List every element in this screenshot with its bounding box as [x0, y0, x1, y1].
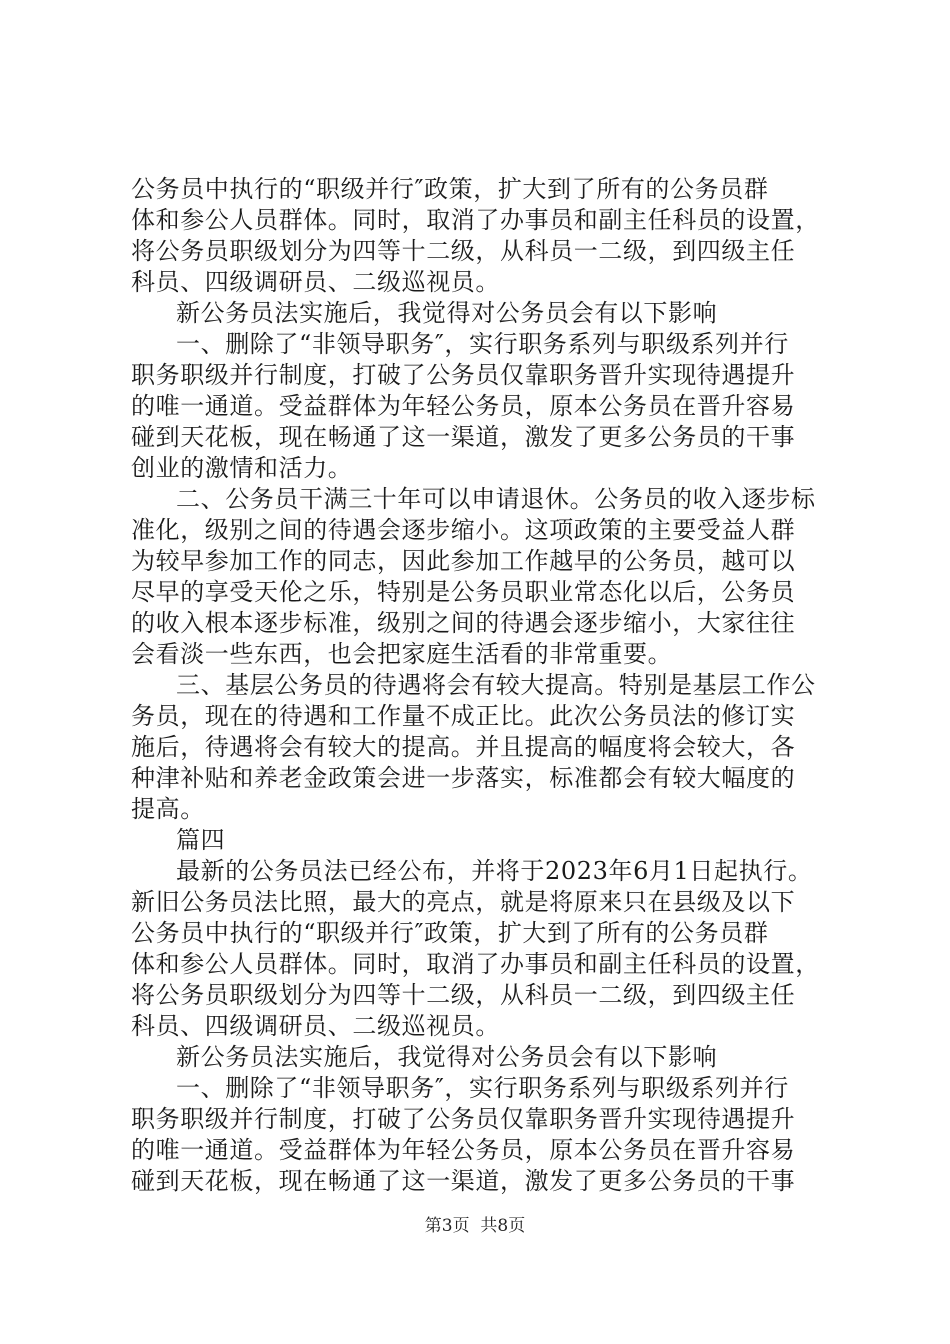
paragraph-start: 二、公务员干满三十年可以申请退休。公务员的收入逐步标: [176, 485, 816, 513]
text-line: 的收入根本逐步标准，级别之间的待遇会逐步缩小，大家往往: [131, 609, 796, 637]
text-line: 将公务员职级划分为四等十二级，从科员一二级，到四级主任: [131, 237, 796, 265]
page-number: 第3页 共8页: [424, 1216, 526, 1236]
text-line: 尽早的享受天伦之乐，特别是公务员职业常态化以后，公务员: [131, 578, 796, 606]
paragraph-heading: 新公务员法实施后，我觉得对公务员会有以下影响: [176, 299, 718, 327]
text-line: 务员，现在的待遇和工作量不成正比。此次公务员法的修订实: [131, 702, 796, 730]
text-line: 将公务员职级划分为四等十二级，从科员一二级，到四级主任: [131, 981, 796, 1009]
text-line: 创业的激情和活力。: [131, 454, 353, 482]
text-line: 的唯一通道。受益群体为年轻公务员，原本公务员在晋升容易: [131, 1136, 796, 1164]
text-line: 会看淡一些东西，也会把家庭生活看的非常重要。: [131, 640, 673, 668]
paragraph-start: 一、删除了“非领导职务″，实行职务系列与职级系列并行: [176, 330, 789, 358]
text-line: 种津补贴和养老金政策会进一步落实，标准都会有较大幅度的: [131, 764, 796, 792]
text-line: 职务职级并行制度，打破了公务员仅靠职务晋升实现待遇提升: [131, 1105, 796, 1133]
text-line: 提高。: [131, 795, 205, 823]
text-line: 准化，级别之间的待遇会逐步缩小。这项政策的主要受益人群: [131, 516, 796, 544]
text-line: 公务员中执行的“职级并行″政策，扩大到了所有的公务员群: [131, 919, 769, 947]
text-line: 新旧公务员法比照，最大的亮点，就是将原来只在县级及以下: [131, 888, 796, 916]
text-line: 体和参公人员群体。同时，取消了办事员和副主任科员的设置，: [131, 206, 820, 234]
paragraph-start: 最新的公务员法已经公布，并将于2023年6月1日起执行。: [176, 857, 813, 885]
text-line: 施后，待遇将会有较大的提高。并且提高的幅度将会较大，各: [131, 733, 796, 761]
section-heading: 篇四: [176, 826, 226, 854]
text-line: 的唯一通道。受益群体为年轻公务员，原本公务员在晋升容易: [131, 392, 796, 420]
page-footer: [0, 1215, 950, 1237]
text-line: 职务职级并行制度，打破了公务员仅靠职务晋升实现待遇提升: [131, 361, 796, 389]
text-line: 公务员中执行的“职级并行″政策，扩大到了所有的公务员群: [131, 175, 769, 203]
paragraph-heading: 新公务员法实施后，我觉得对公务员会有以下影响: [176, 1043, 718, 1071]
text-line: 碰到天花板，现在畅通了这一渠道，激发了更多公务员的干事: [131, 1167, 796, 1195]
paragraph-start: 一、删除了“非领导职务″，实行职务系列与职级系列并行: [176, 1074, 789, 1102]
text-line: 为较早参加工作的同志，因此参加工作越早的公务员，越可以: [131, 547, 796, 575]
text-line: 体和参公人员群体。同时，取消了办事员和副主任科员的设置，: [131, 950, 820, 978]
text-line: 碰到天花板，现在畅通了这一渠道，激发了更多公务员的干事: [131, 423, 796, 451]
text-line: 科员、四级调研员、二级巡视员。: [131, 1012, 500, 1040]
text-line: 科员、四级调研员、二级巡视员。: [131, 268, 500, 296]
paragraph-start: 三、基层公务员的待遇将会有较大提高。特别是基层工作公: [176, 671, 816, 699]
